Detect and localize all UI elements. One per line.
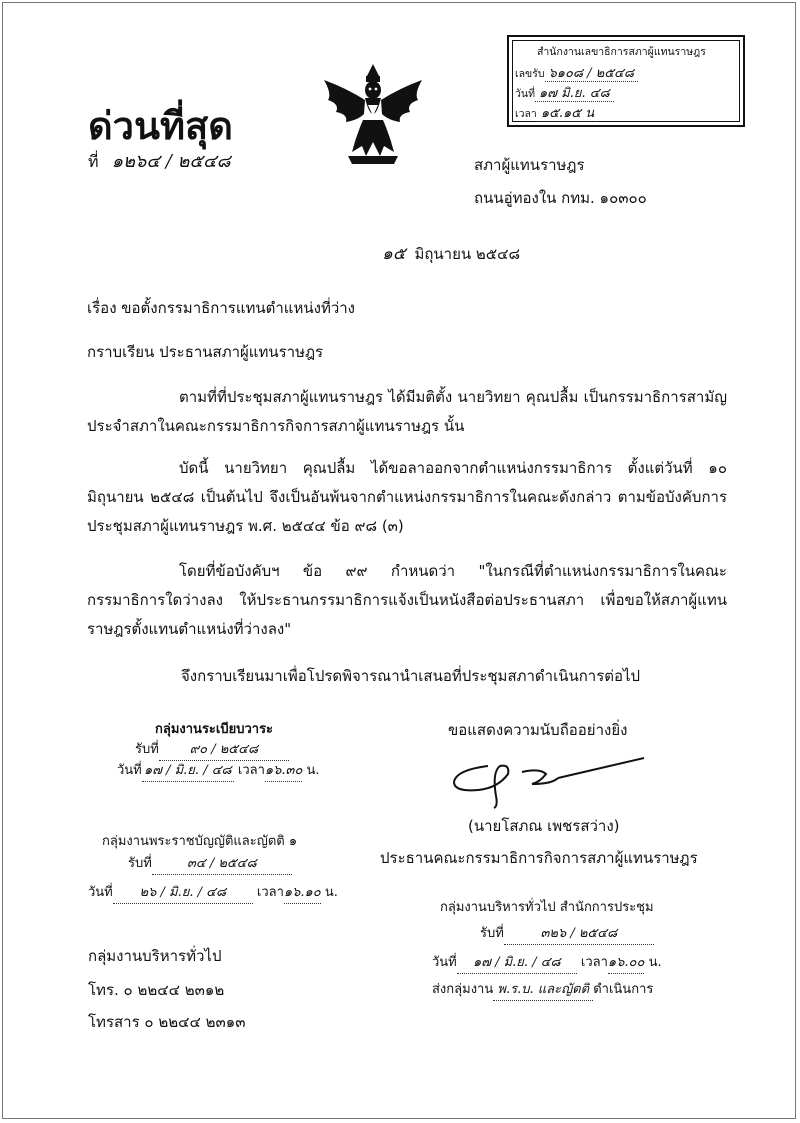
handwritten-signature (448, 752, 648, 812)
stamp-registry-time-label: เวลา (237, 763, 265, 778)
urgency-heading: ด่วนที่สุด (88, 103, 233, 148)
stamp-meeting-date-label: วันที่ (432, 955, 457, 970)
body-paragraph-3-text: โดยที่ข้อบังคับฯ ข้อ ๙๙ กำหนดว่า "ในกรณีที่ตำแหน่งกรรมาธิการในคณะกรรมาธิการใดว่างลง ให้ประธานกรรมาธิการแจ้งเป็นหนังสือต่อประธานสภา เพื่อขอให้สภาผู้แทนราษฎรตั้งแทนตำแหน่งที่ว่างลง" (87, 562, 727, 638)
closing-request: จึงกราบเรียนมาเพื่อโปรดพิจารณานำเสนอที่ประชุมสภาดำเนินการต่อไป (181, 667, 641, 685)
receipt-date-value: ๑๗ มิ.ย. ๔๘ (535, 86, 614, 102)
doc-number-value: ๑๒๖๔ / ๒๕๔๘ (111, 151, 231, 172)
signatory-name: (นายโสภณ เพชรสว่าง) (468, 817, 620, 835)
receipt-office: สำนักงานเลขาธิการสภาผู้แทนราษฎร (537, 46, 706, 58)
receipt-stamp (507, 35, 745, 127)
receipt-date-label: วันที่ (515, 88, 535, 100)
stamp-meeting-route-tail: ดำเนินการ (593, 982, 654, 997)
stamp-legislation-date-label: วันที่ (88, 885, 113, 900)
receipt-time-value: ๑๕.๑๕ น (537, 106, 598, 122)
stamp-legislation-recv-value: ๓๔ / ๒๕๔๘ (152, 854, 292, 875)
stamp-registry-title: กลุ่มงานระเบียบวาระ (155, 722, 274, 737)
stamp-legislation-title: กลุ่มงานพระราชบัญญัติและญัตติ ๑ (102, 834, 298, 849)
letter-date (382, 244, 520, 264)
contact-phone: โทร. ๐ ๒๒๔๔ ๒๓๑๒ (88, 981, 225, 999)
stamp-meeting-recv-label: รับที่ (480, 926, 504, 941)
recipient-line: กราบเรียน ประธานสภาผู้แทนราษฎร (87, 343, 324, 361)
stamp-legislation (88, 832, 338, 904)
body-paragraph-1-text: ตามที่ที่ประชุมสภาผู้แทนราษฎร ได้มีมติตั้ง นายวิทยา คุณปลื้ม เป็นกรรมาธิการสามัญประจำสภาในคณะกรรมาธิการกิจการสภาผู้แทนราษฎร นั้น (87, 388, 727, 435)
body-paragraph-2 (87, 454, 727, 541)
stamp-registry-time-unit: น. (306, 763, 320, 778)
garuda-emblem-icon (318, 60, 428, 170)
stamp-legislation-time-value: ๑๖.๑๐ (284, 883, 321, 904)
stamp-meeting-title: กลุ่มงานบริหารทั่วไป สำนักการประชุม (440, 900, 654, 915)
sender-name: สภาผู้แทนราษฎร (474, 156, 585, 174)
closing-salutation: ขอแสดงความนับถืออย่างยิ่ง (448, 721, 628, 739)
stamp-meeting-recv-value: ๓๒๖ / ๒๕๔๘ (504, 924, 654, 945)
stamp-registry-recv-value: ๙๐ / ๒๕๔๘ (159, 740, 289, 761)
stamp-legislation-time-unit: น. (324, 885, 338, 900)
signatory-position: ประธานคณะกรรมาธิการกิจการสภาผู้แทนราษฎร (380, 849, 698, 867)
stamp-meeting-time-unit: น. (648, 955, 662, 970)
body-paragraph-3 (87, 557, 727, 644)
stamp-meeting-time-value: ๑๖.๐๐ (608, 953, 645, 974)
stamp-legislation-date-value: ๒๖ / มิ.ย. / ๔๘ (113, 883, 253, 904)
contact-fax: โทรสาร ๐ ๒๒๔๔ ๒๓๑๓ (88, 1013, 246, 1031)
doc-number (88, 152, 231, 172)
doc-number-label: ที่ (88, 152, 99, 171)
stamp-meeting-route-label: ส่งกลุ่มงาน (432, 982, 494, 997)
subject-line: เรื่อง ขอตั้งกรรมาธิการแทนตำแหน่งที่ว่าง (87, 299, 356, 317)
stamp-registry-time-value: ๑๖.๓๐ (265, 761, 302, 782)
receipt-reg-value: ๖๑๐๘ / ๒๕๔๘ (545, 66, 638, 82)
contact-group: กลุ่มงานบริหารทั่วไป (88, 947, 222, 965)
stamp-meeting-date-value: ๑๗ / มิ.ย. / ๔๘ (457, 953, 577, 974)
stamp-meeting-route-value: พ.ร.บ. และญัตติ (493, 980, 593, 1001)
stamp-legislation-time-label: เวลา (256, 885, 284, 900)
stamp-registry-date-label: วันที่ (117, 763, 142, 778)
stamp-legislation-recv-label: รับที่ (128, 856, 152, 871)
body-paragraph-1 (87, 383, 727, 441)
stamp-meeting (432, 898, 662, 1001)
stamp-registry-date-value: ๑๗ / มิ.ย. / ๔๘ (142, 761, 234, 782)
sender-address: ถนนอู่ทองใน กทม. ๑๐๓๐๐ (474, 189, 647, 207)
receipt-time-label: เวลา (515, 108, 537, 120)
date-month-year: มิถุนายน ๒๕๔๘ (414, 245, 521, 263)
body-paragraph-2-text: บัดนี้ นายวิทยา คุณปลื้ม ได้ขอลาออกจากตำแหน่งกรรมาธิการ ตั้งแต่วันที่ ๑๐ มิถุนายน ๒๕๔๘ เป็นต้นไป จึงเป็นอันพ้นจากตำแหน่งกรรมาธิการในคณะดังกล่าว ตามข้อบังคับการประชุมสภาผู้แทนราษฎร พ.ศ. ๒๕๔๔ ข้อ ๙๘ (๓) (87, 459, 727, 535)
stamp-registry (117, 720, 320, 782)
receipt-reg-label: เลขรับ (515, 68, 545, 80)
stamp-registry-recv-label: รับที่ (135, 742, 159, 757)
stamp-meeting-time-label: เวลา (580, 955, 608, 970)
date-day-handwritten: ๑๕ (382, 244, 406, 264)
